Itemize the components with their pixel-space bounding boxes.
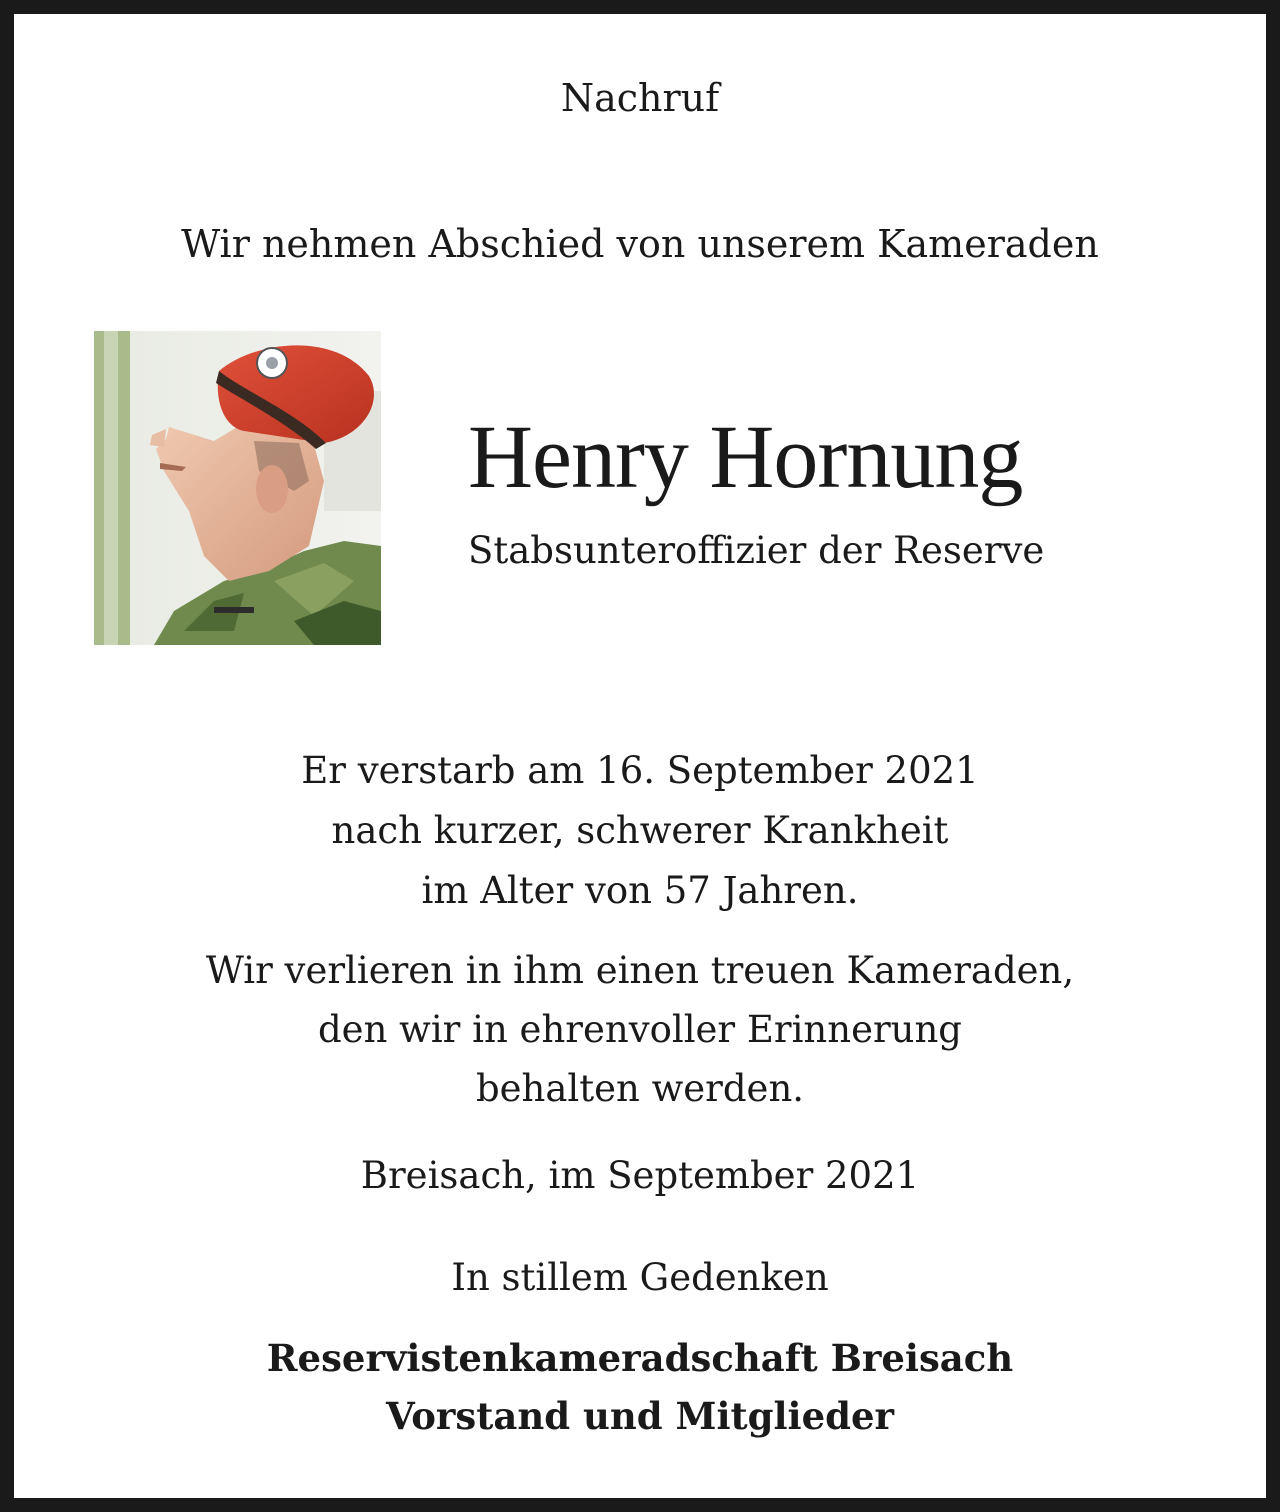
intro-text: Wir nehmen Abschied von unserem Kameraden xyxy=(181,222,1099,266)
deceased-rank: Stabsunteroffizier der Reserve xyxy=(468,529,1045,572)
signature-line: Reservistenkameradschaft Breisach xyxy=(266,1336,1014,1380)
signature-line: Vorstand und Mitglieder xyxy=(385,1394,895,1438)
signature xyxy=(14,1329,1266,1445)
death-line: im Alter von 57 Jahren. xyxy=(421,869,859,912)
death-line: nach kurzer, schwerer Krankheit xyxy=(331,809,949,852)
closing-text: In stillem Gedenken xyxy=(451,1256,829,1299)
death-line: Er verstarb am 16. September 2021 xyxy=(301,749,979,792)
place-date: Breisach, im September 2021 xyxy=(360,1154,920,1197)
death-paragraph xyxy=(14,741,1266,921)
tribute-paragraph xyxy=(14,941,1266,1118)
portrait-image xyxy=(94,331,381,645)
tribute-line: den wir in ehrenvoller Erinnerung xyxy=(318,1008,962,1051)
tribute-line: behalten werden. xyxy=(475,1067,805,1110)
portrait-photo xyxy=(94,331,381,645)
deceased-name: Henry Hornung xyxy=(468,408,1023,507)
tribute-line: Wir verlieren in ihm einen treuen Kameraden, xyxy=(205,949,1075,992)
notice-heading: Nachruf xyxy=(560,76,720,120)
